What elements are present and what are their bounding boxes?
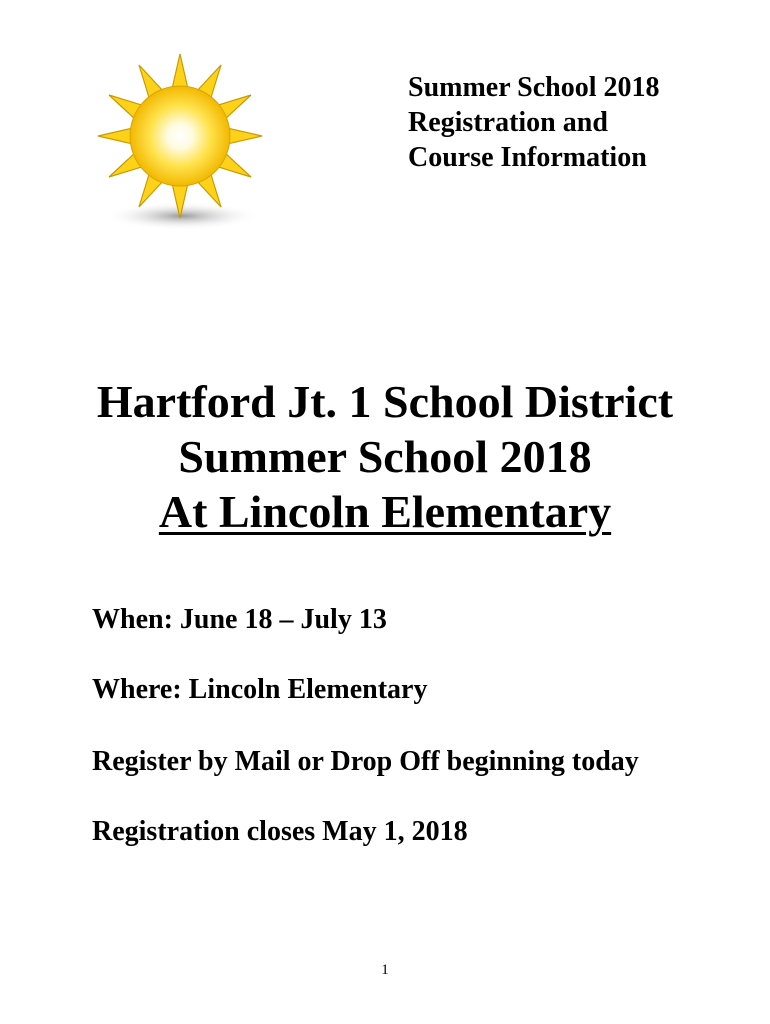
main-title-location-text: At Lincoln Elementary: [158, 486, 612, 537]
main-title-program: Summer School 2018: [178, 431, 592, 482]
main-title-district: Hartford Jt. 1 School District: [96, 376, 674, 427]
info-when: When: June 18 – July 13: [92, 604, 387, 635]
document-subtitle: [408, 70, 748, 175]
subtitle-line-1: Summer School 2018: [408, 72, 660, 103]
info-where: Where: Lincoln Elementary: [92, 674, 428, 705]
sun-ray: [98, 128, 135, 145]
main-title-location: [0, 484, 770, 539]
subtitle-line-2: Registration and: [408, 107, 608, 138]
subtitle-line-3: Course Information: [408, 142, 647, 173]
page-number: 1: [381, 962, 389, 978]
sun-icon: [92, 46, 268, 232]
sun-ray: [225, 128, 262, 145]
info-register: Register by Mail or Drop Off beginning today: [92, 746, 639, 777]
sun-ray: [172, 54, 189, 91]
main-title: [0, 374, 770, 539]
info-closes: Registration closes May 1, 2018: [92, 816, 468, 847]
